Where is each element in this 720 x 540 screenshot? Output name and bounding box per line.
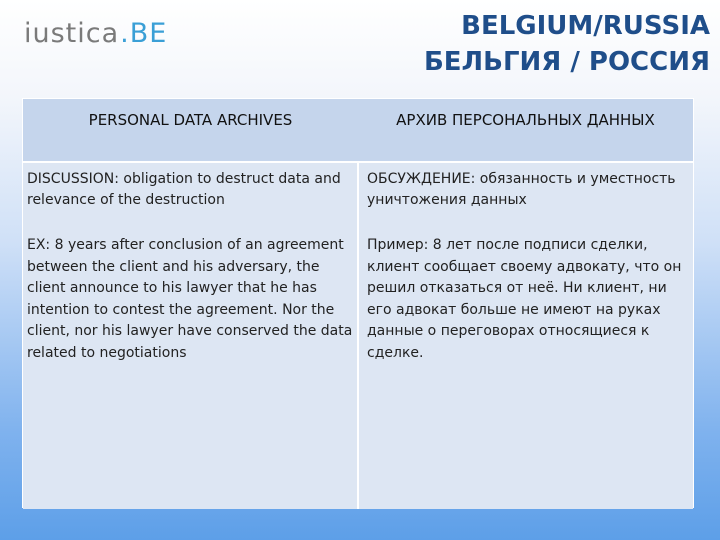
header-cell-en: PERSONAL DATA ARCHIVES xyxy=(88,111,293,129)
title-line-2: БЕЛЬГИЯ / РОССИЯ xyxy=(423,47,710,77)
discussion-ru: ОБСУЖДЕНИЕ: обязанность и уместность уничтожения данных xyxy=(367,171,676,208)
logo-tld: .BE xyxy=(120,18,168,49)
comparison-table xyxy=(22,98,694,508)
table-header-row xyxy=(23,99,693,161)
example-en: EX: 8 years after conclusion of an agreement between the client and his adversary, the client announce to his lawyer that he has intention to contest the agreement. Nor the client, nor his lawyer have conserved the data related to negotiations xyxy=(27,237,353,361)
logo-name: iustica xyxy=(24,18,120,49)
slide-title xyxy=(424,8,710,80)
header-cell-ru: АРХИВ ПЕРСОНАЛЬНЫХ ДАННЫХ xyxy=(396,111,655,129)
logo xyxy=(24,18,167,50)
discussion-en: DISCUSSION: obligation to destruct data and relevance of the destruction xyxy=(27,171,341,208)
table-body-row xyxy=(23,161,693,509)
body-cell-ru xyxy=(359,163,693,509)
example-ru: Пример: 8 лет после подписи сделки, клиент сообщает своему адвокату, что он решил отказаться от неё. Ни клиент, ни его адвокат больше не имеют на руках данные о переговорах относящиеся к сделке. xyxy=(367,237,682,361)
title-line-1: BELGIUM/RUSSIA xyxy=(461,11,710,41)
body-cell-en xyxy=(23,163,359,509)
